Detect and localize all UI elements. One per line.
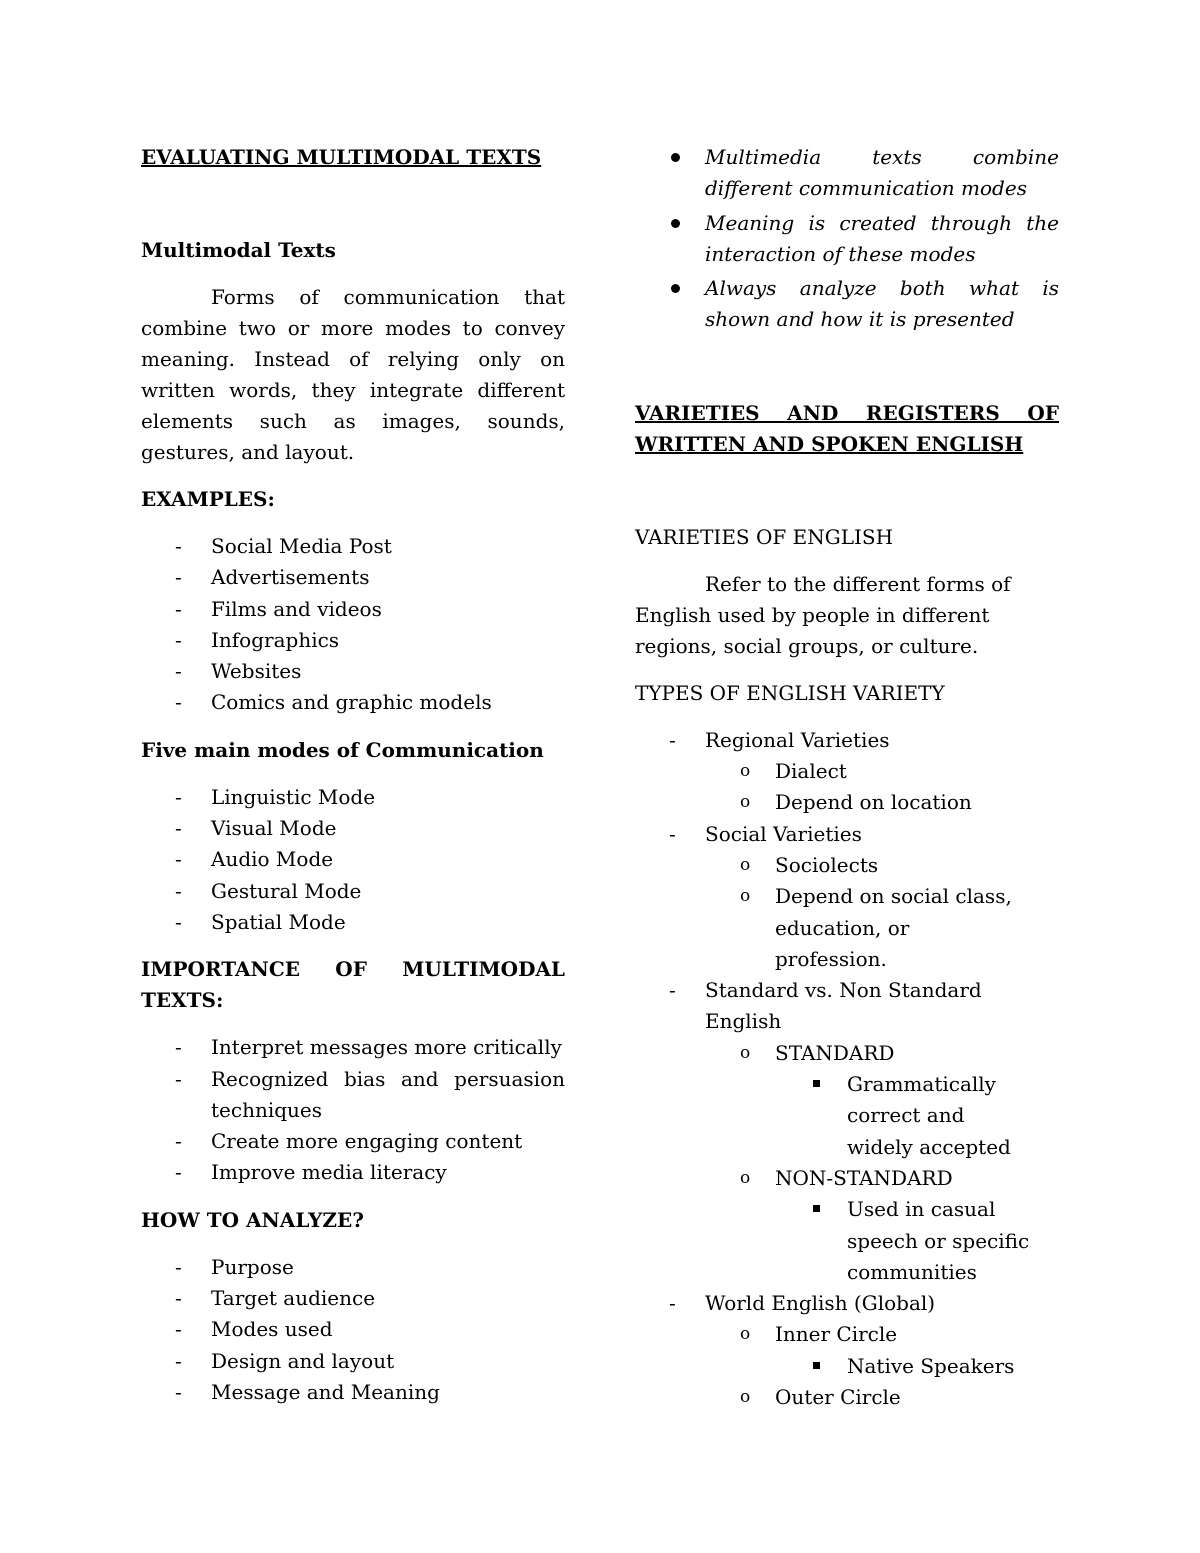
types-heading: TYPES OF ENGLISH VARIETY [635,680,945,705]
list-item: - Standard vs. Non Standard English [669,978,982,1034]
multimodal-definition: Forms of communication that combine two or more modes to convey meaning. Instead of relying only on written words, they integrate different elements such as images, sounds, gestures, and layout. [141,285,565,464]
list-item: - Modes used [175,1317,333,1342]
list-item: o NON-STANDARD [740,1165,953,1190]
varieties-heading: VARIETIES OF ENGLISH [635,524,894,549]
list-item: - Design and layout [175,1348,395,1373]
list-item: - Audio Mode [175,847,334,872]
list-item: - Regional Varieties [669,727,890,752]
list-item: - Comics and graphic models [175,690,492,715]
list-item: - Gestural Mode [175,878,362,903]
bullet-icon [671,153,680,162]
list-item: - Websites [175,659,302,684]
left-column [141,142,565,1408]
list-item: - Visual Mode [175,816,337,841]
varieties-definition-line2: English used by people in different regions, social groups, or culture. [635,602,990,658]
list-item: o Inner Circle [740,1322,898,1347]
list-item: Always analyze both what is shown and how it is presented [635,273,1059,336]
list-item: - Infographics [175,627,340,652]
examples-heading: EXAMPLES: [141,487,275,511]
analyze-list [141,1252,565,1408]
list-item: - Recognized bias and persuasion techniques [175,1066,565,1122]
regional-sublist [705,756,1059,819]
list-item: o Outer Circle [740,1385,901,1410]
list-item: - Improve media literacy [175,1160,447,1185]
list-item: - Purpose [175,1254,294,1279]
list-item: o STANDARD [740,1040,895,1065]
bullet-icon [671,219,680,228]
list-item: - Spatial Mode [175,909,346,934]
types-list [635,725,1059,756]
list-item: - Advertisements [175,565,370,590]
document-title: EVALUATING MULTIMODAL TEXTS [141,145,542,169]
world-sublist [705,1319,1059,1350]
list-item: - Interpret messages more critically [175,1035,562,1060]
list-item: o Dialect [740,759,847,784]
list-item: - Films and videos [175,596,382,621]
list-item: - Message and Meaning [175,1379,440,1404]
analyze-heading: HOW TO ANALYZE? [141,1207,364,1232]
right-column [635,142,1059,1413]
varieties-definition-line1: Refer to the different forms of [705,571,1011,596]
modes-heading: Five main modes of Communication [141,737,544,762]
list-item: Multimedia texts combine different communication modes [635,142,1059,205]
list-item: Grammatically correct and widely accepted [775,1069,1059,1163]
list-item: - Social Media Post [175,534,392,558]
list-item: - Linguistic Mode [175,784,376,809]
list-item: o Depend on social class, education, or profession. [740,884,1012,971]
list-item: o Sociolects [740,852,879,877]
list-item: Native Speakers [775,1351,1059,1382]
varieties-title: VARIETIES AND REGISTERS OF WRITTEN AND SPOKEN ENGLISH [635,400,1059,456]
list-item: Used in casual speech or specific communities [775,1194,1059,1288]
importance-list [141,1032,565,1188]
list-item: Meaning is created through the interaction of these modes [635,208,1059,271]
list-item: - World English (Global) [669,1291,936,1316]
modes-list [141,782,565,938]
social-sublist [705,850,1059,975]
importance-heading: IMPORTANCE OF MULTIMODAL TEXTS: [141,957,565,1013]
standard-sublist [705,1038,1059,1069]
examples-list [141,531,565,719]
list-item: - Target audience [175,1286,376,1311]
square-bullet-icon [813,1362,820,1369]
list-item: - Social Varieties [669,821,862,846]
square-bullet-icon [813,1205,820,1212]
summary-bullets [635,142,1059,336]
bullet-icon [671,284,680,293]
multimodal-texts-heading: Multimodal Texts [141,238,336,262]
square-bullet-icon [813,1080,820,1087]
list-item: o Depend on location [740,790,972,815]
list-item: - Create more engaging content [175,1129,523,1154]
